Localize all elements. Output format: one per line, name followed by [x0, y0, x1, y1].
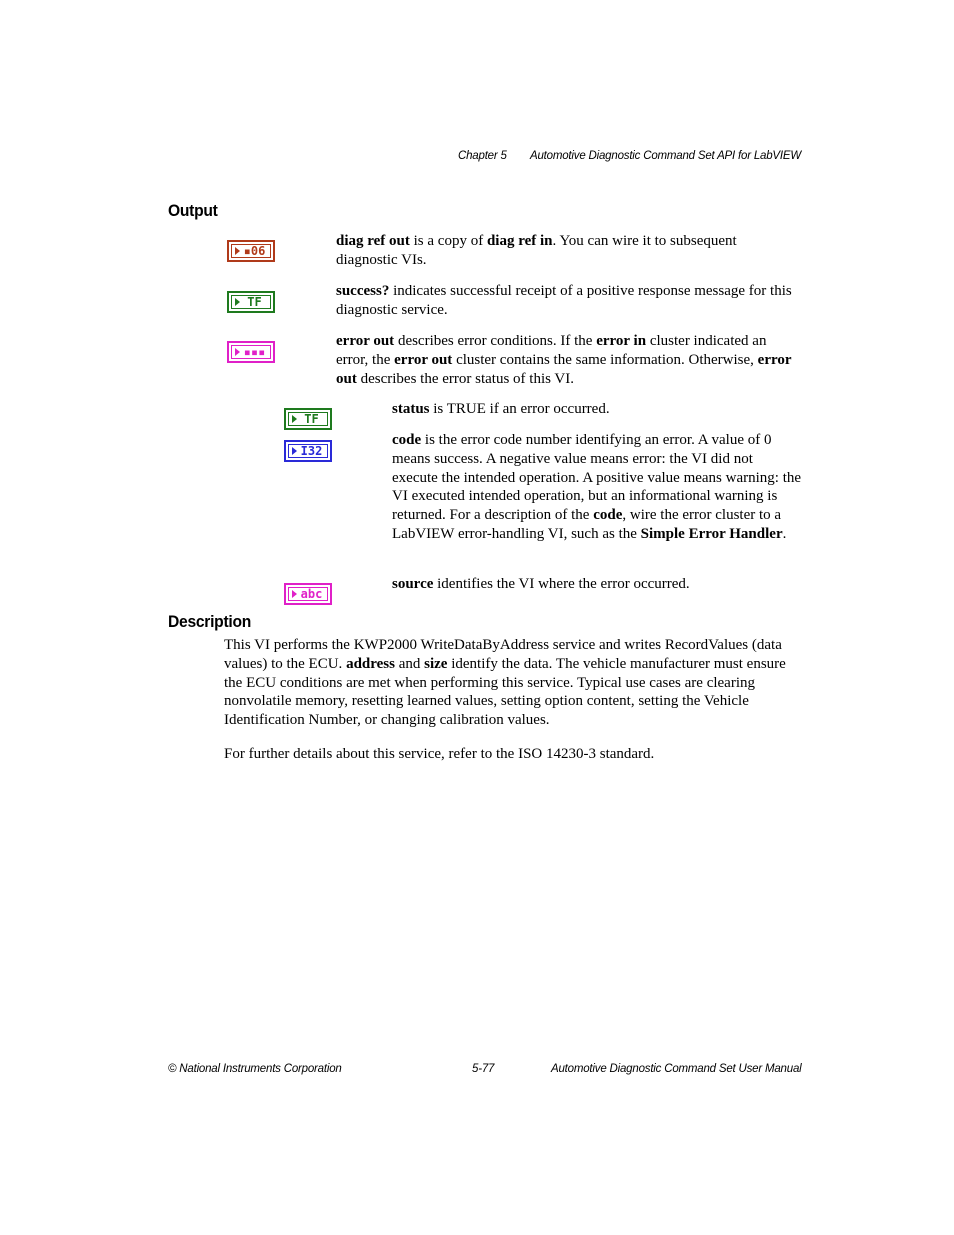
term-code: code [392, 432, 422, 448]
term-source: source [392, 576, 434, 592]
description-heading: Description [168, 612, 252, 631]
ref-diag-ref-in: diag ref in [486, 233, 553, 249]
footer-manual-title: Automotive Diagnostic Command Set User Manual [551, 1063, 802, 1075]
diag-ref-out-description: diag ref out is a copy of diag ref in. You can wire it to subsequent diagnostic VIs. [336, 233, 737, 268]
footer-copyright: © National Instruments Corporation [168, 1063, 342, 1075]
string-abc-icon: abc [284, 583, 332, 605]
description-paragraph-1: This VI performs the KWP2000 WriteDataByAddress service and writes RecordValues (data values) to the ECU. address and size identify the data. The vehicle manufacturer must ensure the ECU conditions are met when performing this service. Typical use cases are clearing nonvolatile memory, resetting learned values, setting option content, setting the Vehicle Identification Number, or changing calibration values. [224, 637, 786, 729]
term-diag-ref-out: diag ref out [336, 233, 410, 249]
description-paragraph-2: For further details about this service, refer to the ISO 14230-3 standard. [224, 746, 655, 762]
boolean-tf-icon: TF [284, 408, 332, 430]
header-chapter: Chapter 5 [458, 150, 507, 162]
i32-numeric-icon: I32 [284, 440, 332, 462]
error-out-description: error out describes error conditions. If the error in cluster indicated an error, the error out cluster contains the same information. Otherwise, error out describes the error status of this VI. [336, 333, 792, 387]
error-cluster-icon: ▪▪▪ [227, 341, 275, 363]
term-success: success? [336, 283, 390, 299]
code-description: code is the error code number identifying an error. A value of 0 means success. A negative value means error: the VI did not execute the intended operation. A positive value means warning: the VI executed intended operation, but an informational warning is returned. For a description of the code, wire the error cluster to a LabVIEW error-handling VI, such as the Simple Error Handler. [392, 432, 802, 542]
output-heading: Output [168, 201, 218, 220]
header-title: Automotive Diagnostic Command Set API for LabVIEW [530, 150, 802, 162]
source-description: source identifies the VI where the error occurred. [392, 576, 690, 592]
boolean-tf-icon: TF [227, 291, 275, 313]
term-status: status [392, 401, 430, 417]
success-description: success? indicates successful receipt of a positive response message for this diagnostic service. [336, 283, 792, 318]
term-error-out: error out [336, 333, 395, 349]
diag-ref-terminal-icon: ▪06 [227, 240, 275, 262]
status-description: status is TRUE if an error occurred. [392, 401, 610, 417]
footer-page-number: 5-77 [472, 1063, 495, 1075]
